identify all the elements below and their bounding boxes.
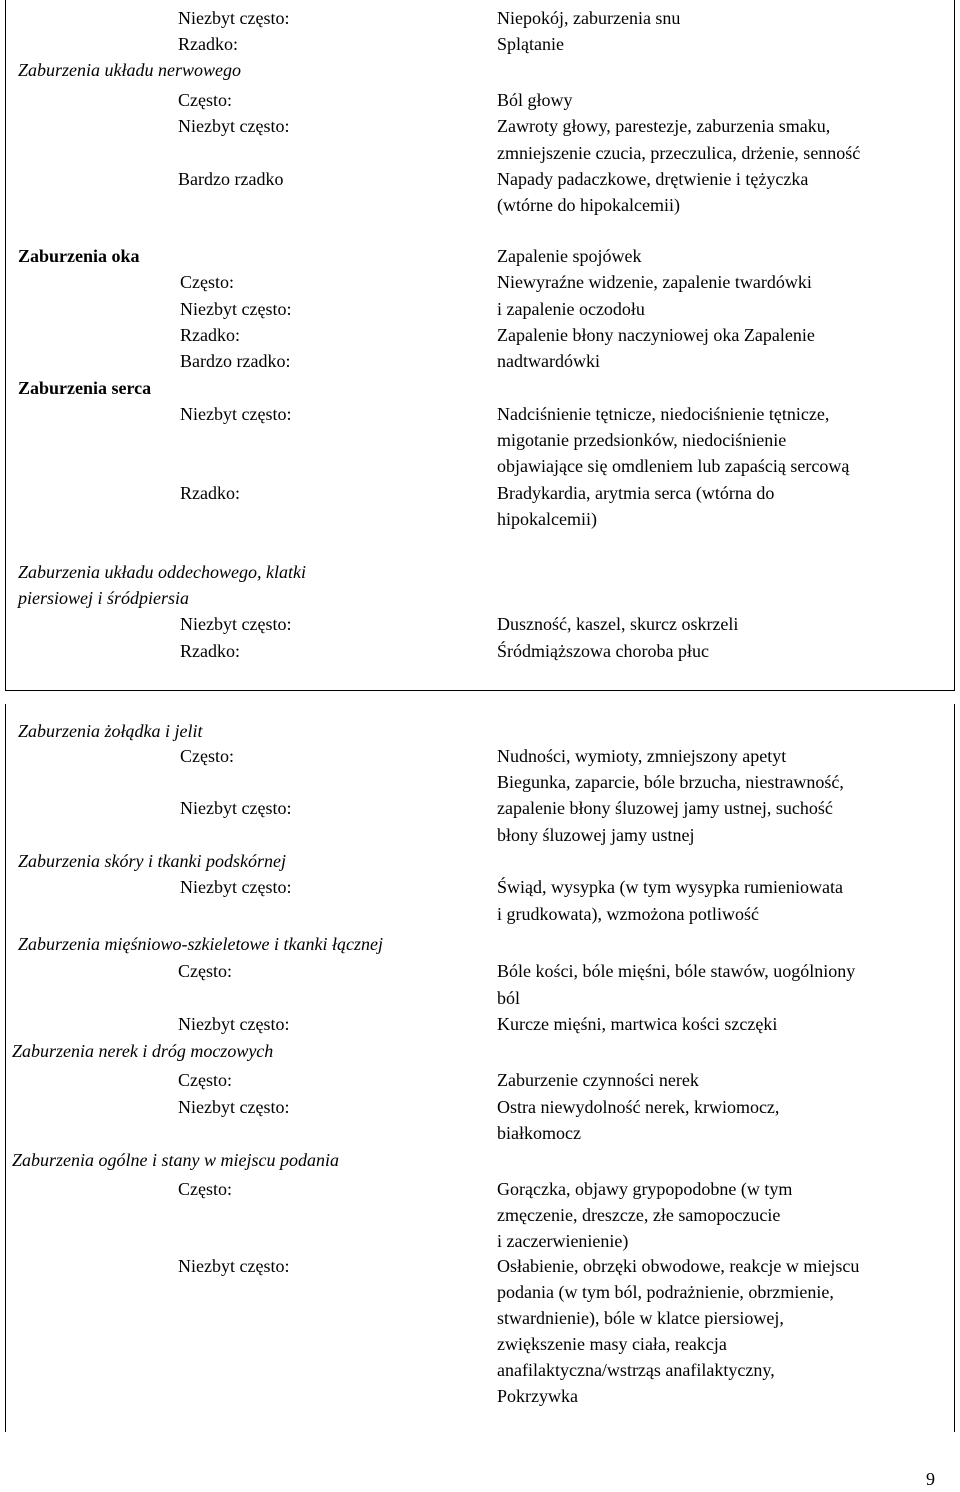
frequency-label: Niezbyt często: — [178, 1256, 290, 1276]
frequency-label: Rzadko: — [180, 641, 240, 661]
frequency-label: Niezbyt często: — [178, 116, 290, 136]
reaction-description: Niepokój, zaburzenia snu — [497, 8, 681, 28]
reaction-description: objawiające się omdleniem lub zapaścią sercową — [497, 456, 850, 476]
reaction-description: anafilaktyczna/wstrząs anafilaktyczny, — [497, 1360, 775, 1380]
category-heading: Zaburzenia żołądka i jelit — [18, 721, 203, 741]
frequency-label: Niezbyt często: — [178, 1014, 290, 1034]
table-right-border-lower — [954, 704, 955, 1432]
page-number: 9 — [926, 1469, 935, 1489]
table-right-border — [954, 0, 955, 690]
category-heading: Zaburzenia ogólne i stany w miejscu podania — [12, 1150, 339, 1170]
category-heading: Zaburzenia serca — [18, 378, 152, 398]
reaction-description: Splątanie — [497, 34, 564, 54]
frequency-label: Niezbyt często: — [180, 299, 292, 319]
category-heading: Zaburzenia układu oddechowego, klatki — [18, 562, 306, 582]
category-heading-cont: piersiowej i śródpiersia — [18, 588, 190, 608]
frequency-label: Niezbyt często: — [180, 404, 292, 424]
reaction-description: ból — [497, 988, 521, 1008]
reaction-description: Bóle kości, bóle mięśni, bóle stawów, uogólniony — [497, 961, 856, 981]
reaction-description: i zapalenie oczodołu — [497, 299, 645, 319]
reaction-description: zmniejszenie czucia, przeczulica, drżenie, senność — [497, 143, 861, 163]
reaction-description: hipokalcemii) — [497, 509, 597, 529]
reaction-description: Pokrzywka — [497, 1386, 578, 1406]
reaction-description: zwiększenie masy ciała, reakcja — [497, 1334, 727, 1354]
frequency-label: Często: — [180, 272, 234, 292]
reaction-description: Osłabienie, obrzęki obwodowe, reakcje w miejscu — [497, 1256, 860, 1276]
frequency-label: Niezbyt często: — [178, 1097, 290, 1117]
reaction-description: zmęczenie, dreszcze, złe samopoczucie — [497, 1205, 781, 1225]
frequency-label: Często: — [178, 1070, 232, 1090]
reaction-description: i zaczerwienienie) — [497, 1231, 629, 1251]
frequency-label: Rzadko: — [180, 325, 240, 345]
reaction-description: zapalenie błony śluzowej jamy ustnej, suchość — [497, 798, 833, 818]
reaction-description: Nudności, wymioty, zmniejszony apetyt — [497, 746, 787, 766]
table-left-border-lower — [5, 704, 6, 1432]
category-heading: Zaburzenia mięśniowo-szkieletowe i tkanki łącznej — [18, 934, 383, 954]
reaction-description: Zapalenie błony naczyniowej oka Zapalenie — [497, 325, 815, 345]
frequency-label: Niezbyt często: — [180, 877, 292, 897]
reaction-description: Zawroty głowy, parestezje, zaburzenia smaku, — [497, 116, 831, 136]
category-heading: Zaburzenia skóry i tkanki podskórnej — [18, 851, 286, 871]
reaction-description: Świąd, wysypka (w tym wysypka rumieniowata — [497, 877, 843, 897]
reaction-description: Kurcze mięśni, martwica kości szczęki — [497, 1014, 778, 1034]
reaction-description: Zaburzenie czynności nerek — [497, 1070, 699, 1090]
reaction-description: Śródmiąższowa choroba płuc — [497, 641, 709, 661]
reaction-description: stwardnienie), bóle w klatce piersiowej, — [497, 1308, 784, 1328]
frequency-label: Niezbyt często: — [178, 8, 290, 28]
reaction-description: Biegunka, zaparcie, bóle brzucha, niestrawność, — [497, 772, 844, 792]
reaction-description: i grudkowata), wzmożona potliwość — [497, 904, 759, 924]
frequency-label: Często: — [178, 961, 232, 981]
frequency-label: Bardzo rzadko: — [180, 351, 291, 371]
reaction-description: Zapalenie spojówek — [497, 246, 642, 266]
frequency-label: Często: — [178, 90, 232, 110]
table-left-border — [5, 0, 6, 690]
frequency-label: Rzadko: — [180, 483, 240, 503]
reaction-description: Niewyraźne widzenie, zapalenie twardówki — [497, 272, 812, 292]
reaction-description: migotanie przedsionków, niedociśnienie — [497, 430, 787, 450]
reaction-description: Nadciśnienie tętnicze, niedociśnienie tętnicze, — [497, 404, 830, 424]
reaction-description: Gorączka, objawy grypopodobne (w tym — [497, 1179, 793, 1199]
reaction-description: białkomocz — [497, 1123, 581, 1143]
table-bottom-border — [5, 690, 955, 691]
reaction-description: błony śluzowej jamy ustnej — [497, 825, 695, 845]
category-heading: Zaburzenia układu nerwowego — [18, 60, 241, 80]
reaction-description: (wtórne do hipokalcemii) — [497, 195, 680, 215]
frequency-label: Rzadko: — [178, 34, 238, 54]
reaction-description: Duszność, kaszel, skurcz oskrzeli — [497, 614, 739, 634]
frequency-label: Niezbyt często: — [180, 614, 292, 634]
frequency-label: Często: — [180, 746, 234, 766]
reaction-description: Bradykardia, arytmia serca (wtórna do — [497, 483, 775, 503]
reaction-description: Napady padaczkowe, drętwienie i tężyczka — [497, 169, 809, 189]
reaction-description: Ostra niewydolność nerek, krwiomocz, — [497, 1097, 780, 1117]
category-heading: Zaburzenia oka — [18, 246, 140, 266]
reaction-description: nadtwardówki — [497, 351, 600, 371]
category-heading: Zaburzenia nerek i dróg moczowych — [12, 1041, 274, 1061]
reaction-description: Ból głowy — [497, 90, 573, 110]
frequency-label: Często: — [178, 1179, 232, 1199]
reaction-description: podania (w tym ból, podrażnienie, obrzmienie, — [497, 1282, 834, 1302]
frequency-label: Bardzo rzadko — [178, 169, 284, 189]
frequency-label: Niezbyt często: — [180, 798, 292, 818]
